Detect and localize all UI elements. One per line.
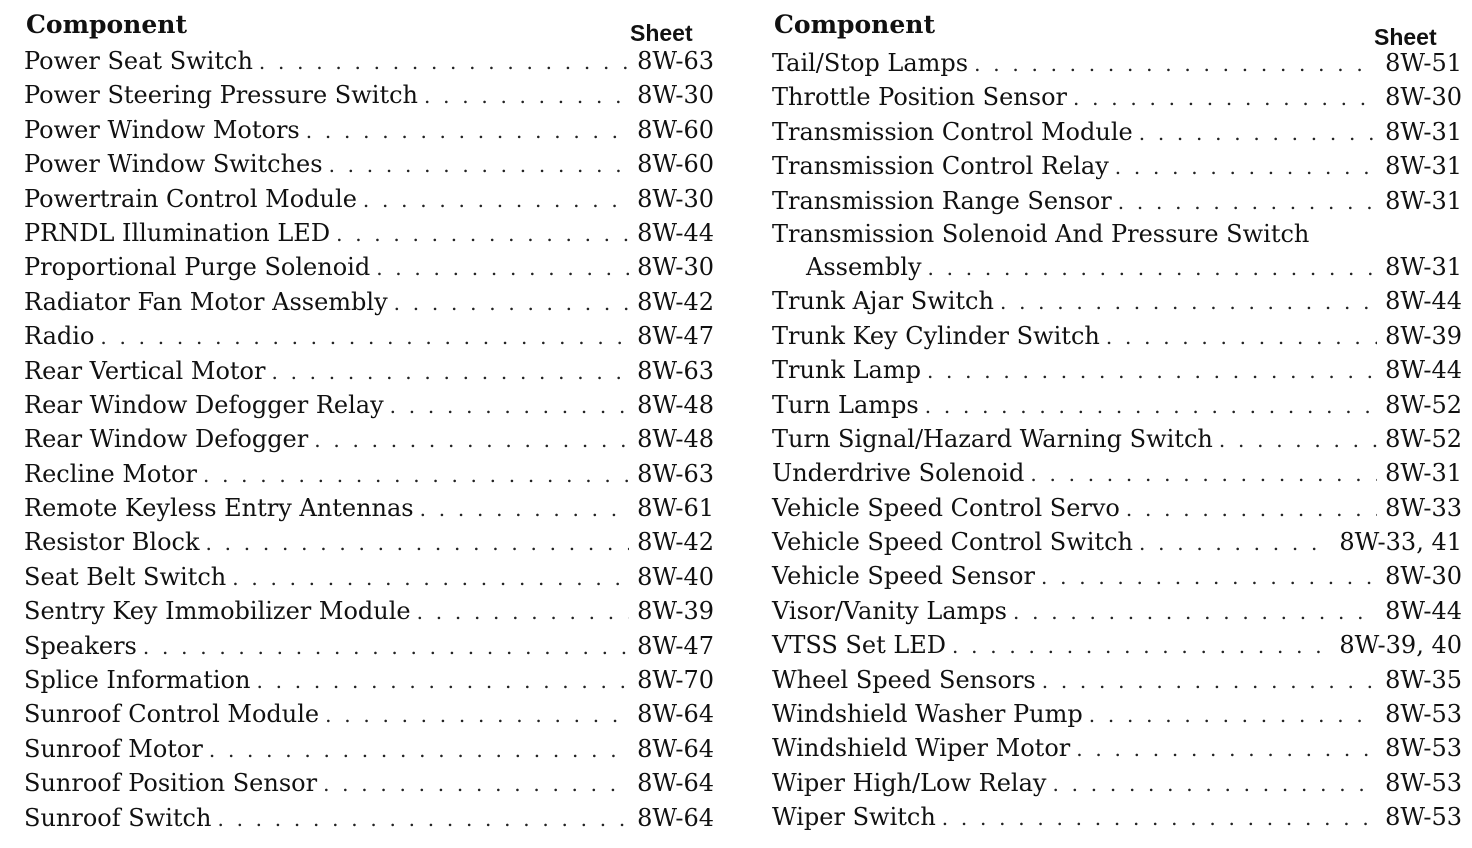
sheet-reference: 8W-52 <box>1385 424 1462 453</box>
component-name: Transmission Range Sensor <box>772 186 1112 215</box>
component-row <box>24 388 714 422</box>
sheet-reference: 8W-63 <box>637 47 714 75</box>
component-row <box>24 78 714 112</box>
sheet-header: Sheet <box>1374 24 1437 50</box>
sheet-reference: 8W-63 <box>637 356 714 385</box>
dot-leader <box>323 767 629 801</box>
dot-leader <box>271 355 629 389</box>
component-row <box>772 628 1462 662</box>
component-name: Vehicle Speed Control Switch <box>772 528 1133 557</box>
component-row <box>24 182 714 216</box>
dot-leader <box>1115 150 1377 184</box>
dot-leader <box>928 251 1378 285</box>
dot-leader <box>1118 185 1377 219</box>
sheet-reference: 8W-44 <box>1385 356 1462 385</box>
component-header: Component <box>26 10 187 39</box>
component-name: Splice Information <box>24 666 251 695</box>
component-name: Vehicle Speed Control Servo <box>772 493 1120 522</box>
sheet-reference: 8W-30 <box>637 81 714 110</box>
dot-leader <box>1139 526 1331 560</box>
sheet-reference: 8W-33 <box>1385 493 1462 522</box>
component-name: Vehicle Speed Sensor <box>772 562 1035 591</box>
component-name: Proportional Purge Solenoid <box>24 253 371 282</box>
sheet-reference: 8W-53 <box>1385 734 1462 763</box>
sheet-reference: 8W-47 <box>637 631 714 660</box>
dot-leader <box>1139 116 1377 150</box>
sheet-reference: 8W-52 <box>1385 390 1462 419</box>
component-row <box>24 44 714 78</box>
component-name: Recline Motor <box>24 459 197 488</box>
sheet-reference: 8W-44 <box>1385 287 1462 316</box>
component-row <box>772 697 1462 731</box>
component-row <box>772 456 1462 490</box>
component-name: Transmission Control Module <box>772 117 1133 146</box>
component-header: Component <box>774 10 935 39</box>
sheet-reference: 8W-31 <box>1385 252 1462 281</box>
component-row <box>772 284 1462 318</box>
dot-leader <box>1106 320 1377 354</box>
component-list-left <box>24 44 714 835</box>
component-index-right-column <box>772 0 1462 835</box>
component-row <box>24 594 714 628</box>
component-row <box>24 491 714 525</box>
component-name: Wheel Speed Sensors <box>772 665 1036 694</box>
component-name: Trunk Ajar Switch <box>772 287 994 316</box>
dot-leader <box>424 79 629 113</box>
sheet-header: Sheet <box>630 20 693 46</box>
sheet-reference: 8W-30 <box>637 253 714 282</box>
component-row <box>24 216 714 250</box>
component-row <box>772 800 1462 834</box>
component-name: Power Steering Pressure Switch <box>24 81 418 110</box>
component-name: Windshield Washer Pump <box>772 700 1083 729</box>
component-index-left-column <box>24 0 714 835</box>
component-name: Tail/Stop Lamps <box>772 49 969 77</box>
dot-leader <box>1000 285 1377 319</box>
component-row <box>772 731 1462 765</box>
sheet-reference: 8W-70 <box>637 666 714 695</box>
sheet-reference: 8W-31 <box>1385 459 1462 488</box>
component-row <box>24 319 714 353</box>
component-row <box>24 525 714 559</box>
sheet-reference: 8W-44 <box>1385 596 1462 625</box>
component-row <box>772 46 1462 80</box>
component-row <box>24 766 714 800</box>
dot-leader <box>329 148 630 182</box>
sheet-reference: 8W-31 <box>1385 186 1462 215</box>
sheet-reference: 8W-30 <box>1385 83 1462 112</box>
sheet-reference: 8W-53 <box>1385 768 1462 797</box>
dot-leader <box>232 561 629 595</box>
component-name: Power Window Switches <box>24 150 323 179</box>
sheet-reference: 8W-39 <box>637 597 714 626</box>
component-row <box>24 285 714 319</box>
dot-leader <box>390 389 629 423</box>
dot-leader <box>363 183 629 217</box>
dot-leader <box>314 423 629 457</box>
dot-leader <box>209 733 629 767</box>
component-row <box>772 80 1462 114</box>
sheet-reference: 8W-39 <box>1385 321 1462 350</box>
component-name: Rear Vertical Motor <box>24 356 266 385</box>
component-name: Sunroof Motor <box>24 734 203 763</box>
component-row <box>772 422 1462 456</box>
dot-leader <box>206 526 630 560</box>
dot-leader <box>417 595 630 629</box>
dot-leader <box>974 47 1377 81</box>
sheet-reference: 8W-60 <box>637 115 714 144</box>
sheet-reference: 8W-31 <box>1385 117 1462 146</box>
sheet-reference: 8W-53 <box>1385 700 1462 729</box>
component-row <box>24 697 714 731</box>
component-name: Trunk Key Cylinder Switch <box>772 321 1100 350</box>
dot-leader <box>927 354 1377 388</box>
dot-leader <box>143 630 629 664</box>
dot-leader <box>336 217 629 251</box>
component-row <box>772 149 1462 183</box>
component-row <box>24 250 714 284</box>
component-name: Sunroof Switch <box>24 803 212 832</box>
component-name: Rear Window Defogger <box>24 425 309 454</box>
sheet-reference: 8W-30 <box>637 184 714 213</box>
component-name: Assembly <box>806 252 922 281</box>
sheet-reference: 8W-64 <box>637 803 714 832</box>
component-name: Remote Keyless Entry Antennas <box>24 494 414 523</box>
component-row <box>24 560 714 594</box>
component-name: Power Window Motors <box>24 115 300 144</box>
sheet-reference: 8W-39, 40 <box>1339 631 1462 660</box>
sheet-reference: 8W-40 <box>637 562 714 591</box>
component-row <box>24 422 714 456</box>
component-row <box>772 525 1462 559</box>
column-header <box>772 0 1462 50</box>
component-row <box>772 250 1462 284</box>
component-row <box>24 663 714 697</box>
sheet-reference: 8W-48 <box>637 390 714 419</box>
column-header <box>24 0 714 44</box>
component-name: Powertrain Control Module <box>24 184 357 213</box>
component-row <box>772 184 1462 218</box>
dot-leader <box>1013 595 1377 629</box>
dot-leader <box>217 802 629 836</box>
component-name: Radiator Fan Motor Assembly <box>24 287 388 316</box>
sheet-reference: 8W-42 <box>637 528 714 557</box>
component-name: Turn Signal/Hazard Warning Switch <box>772 424 1213 453</box>
component-row <box>24 113 714 147</box>
component-row <box>24 147 714 181</box>
dot-leader <box>1052 767 1377 801</box>
component-row <box>24 354 714 388</box>
component-row <box>24 457 714 491</box>
component-name: Sunroof Position Sensor <box>24 769 318 798</box>
component-row <box>24 629 714 663</box>
component-name: Transmission Solenoid And Pressure Switch <box>772 219 1310 248</box>
component-name: Sunroof Control Module <box>24 700 320 729</box>
component-name: Radio <box>24 322 95 351</box>
component-name: Power Seat Switch <box>24 47 253 75</box>
component-row <box>772 559 1462 593</box>
sheet-reference: 8W-64 <box>637 734 714 763</box>
dot-leader <box>1089 698 1377 732</box>
sheet-reference: 8W-48 <box>637 425 714 454</box>
sheet-reference: 8W-30 <box>1385 562 1462 591</box>
dot-leader <box>1126 492 1377 526</box>
dot-leader <box>394 286 630 320</box>
dot-leader <box>325 698 629 732</box>
component-name: Throttle Position Sensor <box>772 83 1067 112</box>
sheet-reference: 8W-47 <box>637 322 714 351</box>
component-row <box>772 766 1462 800</box>
component-row <box>772 353 1462 387</box>
dot-leader <box>100 320 629 354</box>
component-name: Sentry Key Immobilizer Module <box>24 597 411 626</box>
dot-leader <box>1030 457 1377 491</box>
dot-leader <box>203 458 629 492</box>
component-name: Wiper Switch <box>772 803 936 832</box>
dot-leader <box>942 801 1377 835</box>
dot-leader <box>259 45 629 79</box>
component-name: Underdrive Solenoid <box>772 459 1025 488</box>
sheet-reference: 8W-31 <box>1385 152 1462 181</box>
component-name: Resistor Block <box>24 528 200 557</box>
sheet-reference: 8W-63 <box>637 459 714 488</box>
component-name: Visor/Vanity Lamps <box>772 596 1007 625</box>
component-name: VTSS Set LED <box>772 631 947 660</box>
component-name: Wiper High/Low Relay <box>772 768 1047 797</box>
component-name: Trunk Lamp <box>772 356 921 385</box>
dot-leader <box>952 629 1331 663</box>
component-name: PRNDL Illumination LED <box>24 218 331 247</box>
sheet-reference: 8W-61 <box>637 494 714 523</box>
component-name: Seat Belt Switch <box>24 562 227 591</box>
sheet-reference: 8W-60 <box>637 150 714 179</box>
dot-leader <box>1219 423 1377 457</box>
sheet-reference: 8W-64 <box>637 769 714 798</box>
dot-leader <box>306 114 629 148</box>
component-name: Windshield Wiper Motor <box>772 734 1071 763</box>
dot-leader <box>925 389 1377 423</box>
component-name: Speakers <box>24 631 137 660</box>
dot-leader <box>1073 81 1377 115</box>
component-name: Transmission Control Relay <box>772 152 1109 181</box>
dot-leader <box>256 664 629 698</box>
sheet-reference: 8W-51 <box>1385 49 1462 77</box>
component-row <box>772 594 1462 628</box>
component-row <box>24 801 714 835</box>
sheet-reference: 8W-33, 41 <box>1339 528 1462 557</box>
component-row <box>772 115 1462 149</box>
component-row <box>772 491 1462 525</box>
dot-leader <box>1042 664 1377 698</box>
component-row <box>772 663 1462 697</box>
component-list-right <box>772 46 1462 835</box>
component-name: Rear Window Defogger Relay <box>24 390 384 419</box>
component-row <box>772 319 1462 353</box>
component-name: Turn Lamps <box>772 390 919 419</box>
dot-leader <box>1041 560 1377 594</box>
dot-leader <box>420 492 630 526</box>
dot-leader <box>1076 732 1377 766</box>
sheet-reference: 8W-64 <box>637 700 714 729</box>
sheet-reference: 8W-44 <box>637 218 714 247</box>
component-row <box>24 732 714 766</box>
sheet-reference: 8W-35 <box>1385 665 1462 694</box>
sheet-reference: 8W-53 <box>1385 803 1462 832</box>
component-row <box>772 218 1462 250</box>
sheet-reference: 8W-42 <box>637 287 714 316</box>
dot-leader <box>376 251 629 285</box>
component-row <box>772 388 1462 422</box>
